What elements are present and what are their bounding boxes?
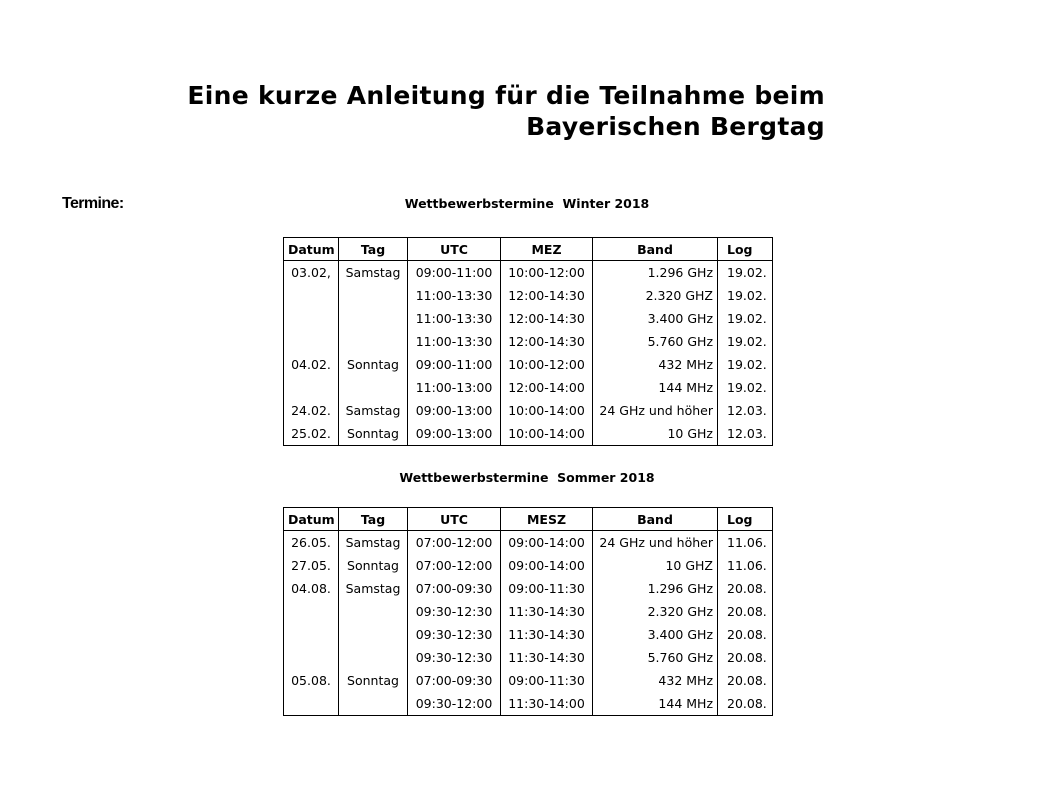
cell-band: 10 GHZ <box>593 554 718 577</box>
column-header-datum: Datum <box>284 238 339 261</box>
cell-band: 24 GHz und höher <box>593 531 718 555</box>
cell-utc: 09:30-12:00 <box>408 692 501 716</box>
cell-tag <box>339 307 408 330</box>
cell-tag <box>339 376 408 399</box>
cell-datum: 05.08. <box>284 669 339 692</box>
cell-local-time: 09:00-11:30 <box>501 577 593 600</box>
cell-utc: 07:00-09:30 <box>408 577 501 600</box>
cell-local-time: 09:00-14:00 <box>501 554 593 577</box>
cell-log: 20.08. <box>718 692 773 716</box>
cell-utc: 09:30-12:30 <box>408 623 501 646</box>
cell-tag <box>339 646 408 669</box>
cell-band: 144 MHz <box>593 692 718 716</box>
cell-log: 20.08. <box>718 577 773 600</box>
cell-log: 12.03. <box>718 422 773 446</box>
cell-tag <box>339 330 408 353</box>
cell-log: 20.08. <box>718 669 773 692</box>
cell-log: 11.06. <box>718 531 773 555</box>
cell-log: 19.02. <box>718 261 773 285</box>
cell-tag <box>339 692 408 716</box>
column-header-log: Log <box>718 238 773 261</box>
cell-utc: 07:00-12:00 <box>408 531 501 555</box>
cell-utc: 09:00-13:00 <box>408 399 501 422</box>
cell-datum <box>284 692 339 716</box>
cell-tag: Samstag <box>339 399 408 422</box>
table-row <box>284 284 773 307</box>
page-title <box>150 80 825 142</box>
cell-log: 19.02. <box>718 307 773 330</box>
cell-local-time: 12:00-14:30 <box>501 330 593 353</box>
cell-tag: Samstag <box>339 261 408 285</box>
table-row <box>284 600 773 623</box>
cell-log: 19.02. <box>718 376 773 399</box>
table-row <box>284 646 773 669</box>
cell-local-time: 11:30-14:30 <box>501 623 593 646</box>
cell-datum <box>284 307 339 330</box>
table-row <box>284 399 773 422</box>
cell-local-time: 09:00-11:30 <box>501 669 593 692</box>
column-header-tag: Tag <box>339 238 408 261</box>
cell-utc: 09:00-11:00 <box>408 353 501 376</box>
cell-log: 20.08. <box>718 623 773 646</box>
table-header-row <box>284 238 773 261</box>
winter-schedule-table <box>283 237 773 446</box>
cell-datum <box>284 330 339 353</box>
cell-datum: 25.02. <box>284 422 339 446</box>
cell-band: 1.296 GHz <box>593 261 718 285</box>
cell-tag: Sonntag <box>339 554 408 577</box>
cell-utc: 09:30-12:30 <box>408 600 501 623</box>
cell-tag: Sonntag <box>339 422 408 446</box>
cell-utc: 07:00-12:00 <box>408 554 501 577</box>
column-header-band: Band <box>593 238 718 261</box>
cell-tag: Sonntag <box>339 669 408 692</box>
cell-datum <box>284 623 339 646</box>
cell-local-time: 12:00-14:30 <box>501 307 593 330</box>
cell-band: 5.760 GHz <box>593 330 718 353</box>
cell-local-time: 12:00-14:00 <box>501 376 593 399</box>
cell-utc: 11:00-13:30 <box>408 330 501 353</box>
table-row <box>284 330 773 353</box>
cell-local-time: 11:30-14:00 <box>501 692 593 716</box>
cell-tag <box>339 600 408 623</box>
cell-tag: Samstag <box>339 577 408 600</box>
cell-utc: 09:00-11:00 <box>408 261 501 285</box>
cell-log: 12.03. <box>718 399 773 422</box>
cell-local-time: 11:30-14:30 <box>501 646 593 669</box>
cell-tag <box>339 284 408 307</box>
cell-utc: 11:00-13:30 <box>408 307 501 330</box>
cell-tag: Sonntag <box>339 353 408 376</box>
cell-datum <box>284 284 339 307</box>
table-row <box>284 376 773 399</box>
cell-local-time: 12:00-14:30 <box>501 284 593 307</box>
summer-schedule-table <box>283 507 773 716</box>
cell-band: 432 MHz <box>593 669 718 692</box>
cell-datum: 27.05. <box>284 554 339 577</box>
column-header-log: Log <box>718 508 773 531</box>
table-row <box>284 554 773 577</box>
cell-log: 20.08. <box>718 600 773 623</box>
cell-band: 432 MHz <box>593 353 718 376</box>
column-header-local-time: MEZ <box>501 238 593 261</box>
cell-local-time: 11:30-14:30 <box>501 600 593 623</box>
table-row <box>284 623 773 646</box>
cell-log: 19.02. <box>718 330 773 353</box>
table-row <box>284 577 773 600</box>
cell-utc: 07:00-09:30 <box>408 669 501 692</box>
cell-band: 2.320 GHZ <box>593 284 718 307</box>
table-row <box>284 307 773 330</box>
table-row <box>284 353 773 376</box>
page-title-line-2: Bayerischen Bergtag <box>526 112 825 141</box>
cell-utc: 09:30-12:30 <box>408 646 501 669</box>
cell-utc: 11:00-13:00 <box>408 376 501 399</box>
summer-table-heading: Wettbewerbstermine Sommer 2018 <box>399 470 655 485</box>
column-header-utc: UTC <box>408 238 501 261</box>
cell-band: 10 GHz <box>593 422 718 446</box>
cell-utc: 11:00-13:30 <box>408 284 501 307</box>
cell-local-time: 10:00-12:00 <box>501 261 593 285</box>
cell-local-time: 10:00-14:00 <box>501 422 593 446</box>
cell-log: 20.08. <box>718 646 773 669</box>
cell-band: 3.400 GHz <box>593 307 718 330</box>
cell-datum: 03.02, <box>284 261 339 285</box>
cell-tag: Samstag <box>339 531 408 555</box>
column-header-datum: Datum <box>284 508 339 531</box>
cell-band: 144 MHz <box>593 376 718 399</box>
table-row <box>284 261 773 285</box>
cell-utc: 09:00-13:00 <box>408 422 501 446</box>
cell-datum: 26.05. <box>284 531 339 555</box>
cell-band: 2.320 GHz <box>593 600 718 623</box>
page-title-line-1: Eine kurze Anleitung für die Teilnahme beim <box>187 81 825 110</box>
cell-band: 1.296 GHz <box>593 577 718 600</box>
cell-datum <box>284 376 339 399</box>
column-header-local-time: MESZ <box>501 508 593 531</box>
cell-local-time: 10:00-14:00 <box>501 399 593 422</box>
cell-local-time: 09:00-14:00 <box>501 531 593 555</box>
cell-datum <box>284 646 339 669</box>
cell-band: 24 GHz und höher <box>593 399 718 422</box>
column-header-band: Band <box>593 508 718 531</box>
cell-log: 19.02. <box>718 284 773 307</box>
cell-datum: 04.08. <box>284 577 339 600</box>
table-row <box>284 669 773 692</box>
column-header-utc: UTC <box>408 508 501 531</box>
cell-band: 3.400 GHz <box>593 623 718 646</box>
cell-datum: 04.02. <box>284 353 339 376</box>
termine-label: Termine: <box>62 195 124 212</box>
cell-local-time: 10:00-12:00 <box>501 353 593 376</box>
table-header-row <box>284 508 773 531</box>
table-row <box>284 531 773 555</box>
winter-table-heading: Wettbewerbstermine Winter 2018 <box>404 196 650 211</box>
cell-band: 5.760 GHz <box>593 646 718 669</box>
cell-datum: 24.02. <box>284 399 339 422</box>
column-header-tag: Tag <box>339 508 408 531</box>
cell-log: 19.02. <box>718 353 773 376</box>
cell-log: 11.06. <box>718 554 773 577</box>
cell-datum <box>284 600 339 623</box>
table-row <box>284 692 773 716</box>
table-row <box>284 422 773 446</box>
cell-tag <box>339 623 408 646</box>
